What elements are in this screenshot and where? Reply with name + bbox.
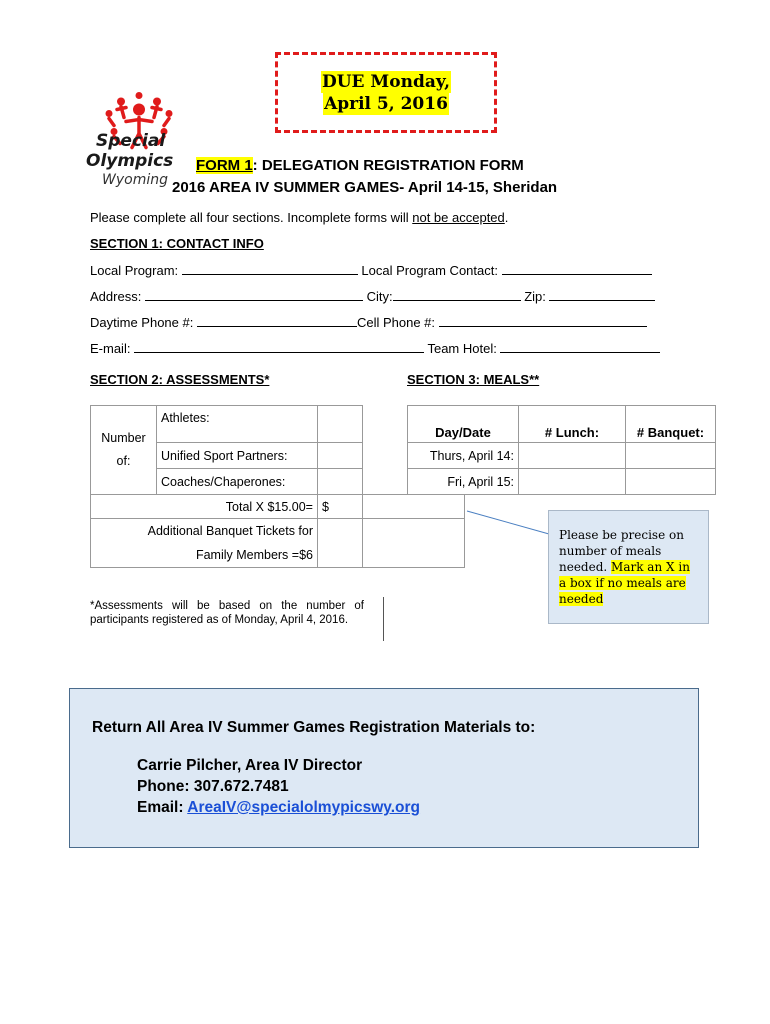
athletes-count-cell[interactable] [318,406,363,443]
logo-text-olympics: Olympics [86,151,174,171]
callout-pointer [465,508,555,538]
email-label-text: Email: [137,799,188,816]
email-row [90,340,660,356]
team-hotel-field[interactable] [500,340,660,353]
callout-highlight: Mark an X in a box if no meals are needed [559,560,690,606]
meal-row-thursday: Thurs, April 14: [408,443,519,469]
email-label: E-mail: [90,341,131,356]
director-name: Carrie Pilcher, Area IV Director [137,757,363,774]
phone-row [90,314,647,330]
unified-count-cell[interactable] [318,443,363,469]
friday-lunch-cell[interactable] [519,469,626,495]
divider [383,597,384,641]
thursday-lunch-cell[interactable] [519,443,626,469]
instructions-text: Please complete all four sections. Incomplete forms will [90,210,413,225]
zip-label: Zip: [524,289,546,304]
instructions-end: . [504,210,509,225]
city-label: City: [366,289,393,304]
instructions [90,210,508,225]
form-number: FORM 1 [196,157,253,174]
local-program-label: Local Program: [90,263,179,278]
email-field[interactable] [134,340,424,353]
coaches-label: Coaches/Chaperones: [157,469,318,495]
local-program-row [90,262,652,278]
friday-banquet-cell[interactable] [626,469,716,495]
col-day-date: Day/Date [408,406,519,443]
banquet-label [91,519,318,568]
zip-field[interactable] [549,288,655,301]
thursday-banquet-cell[interactable] [626,443,716,469]
athletes-label: Athletes: [157,406,318,443]
cell-phone-label: Cell Phone #: [356,315,436,330]
meals-table [407,405,716,495]
day-phone-label: Daytime Phone #: [90,315,194,330]
banquet-label-line2: Family Members =$6 [195,548,313,562]
logo-text-wyoming: Wyoming [102,172,168,188]
address-field[interactable] [145,288,363,301]
banquet-count-cell[interactable] [318,519,363,568]
meal-row-friday: Fri, April 15: [408,469,519,495]
form-title-rest: : DELEGATION REGISTRATION FORM [252,157,524,174]
form-subtitle: 2016 AREA IV SUMMER GAMES- April 14-15, Sheridan [172,179,558,196]
due-line-2: April 5, 2016 [324,93,448,114]
team-hotel-label: Team Hotel: [427,341,497,356]
banquet-amount-cell[interactable] [363,519,465,568]
due-line-1: DUE Monday, [321,71,451,92]
return-info-box [69,688,699,848]
meals-callout [548,510,709,624]
total-label: Total X $15.00= [91,495,318,519]
coaches-count-cell[interactable] [318,469,363,495]
col-lunch: # Lunch: [519,406,626,443]
section3-heading: SECTION 3: MEALS** [407,372,540,387]
col-banquet: # Banquet: [626,406,716,443]
total-dollar-cell[interactable]: $ [318,495,363,519]
director-email-row [137,799,420,817]
day-phone-field[interactable] [197,314,357,327]
return-title: Return All Area IV Summer Games Registration Materials to: [92,719,536,736]
banquet-label-line1: Additional Banquet Tickets for [147,524,313,538]
logo-text-special: Special [96,131,166,151]
director-email-link[interactable]: AreaIV@specialolmypicswy.org [187,799,421,816]
callout-text: Please be precise on number of meals needed. [559,528,684,574]
cell-phone-field[interactable] [439,314,647,327]
address-label: Address: [90,289,142,304]
local-contact-label: Local Program Contact: [361,263,498,278]
address-row [90,288,655,304]
unified-label: Unified Sport Partners: [157,443,318,469]
number-of-label: Number of: [91,406,157,495]
local-contact-field[interactable] [502,262,652,275]
total-amount-cell[interactable] [363,495,465,519]
due-date-box [275,52,497,133]
local-program-field[interactable] [182,262,358,275]
form-title [196,157,524,174]
assessment-note: *Assessments will be based on the number of participants registered as of Monday, April 4, 2016. [90,600,364,626]
director-phone: Phone: 307.672.7481 [137,778,289,795]
city-field[interactable] [393,288,521,301]
section1-heading: SECTION 1: CONTACT INFO [90,236,264,251]
section2-heading: SECTION 2: ASSESSMENTS* [90,372,270,387]
instructions-emphasis: not be accepted [412,210,505,225]
